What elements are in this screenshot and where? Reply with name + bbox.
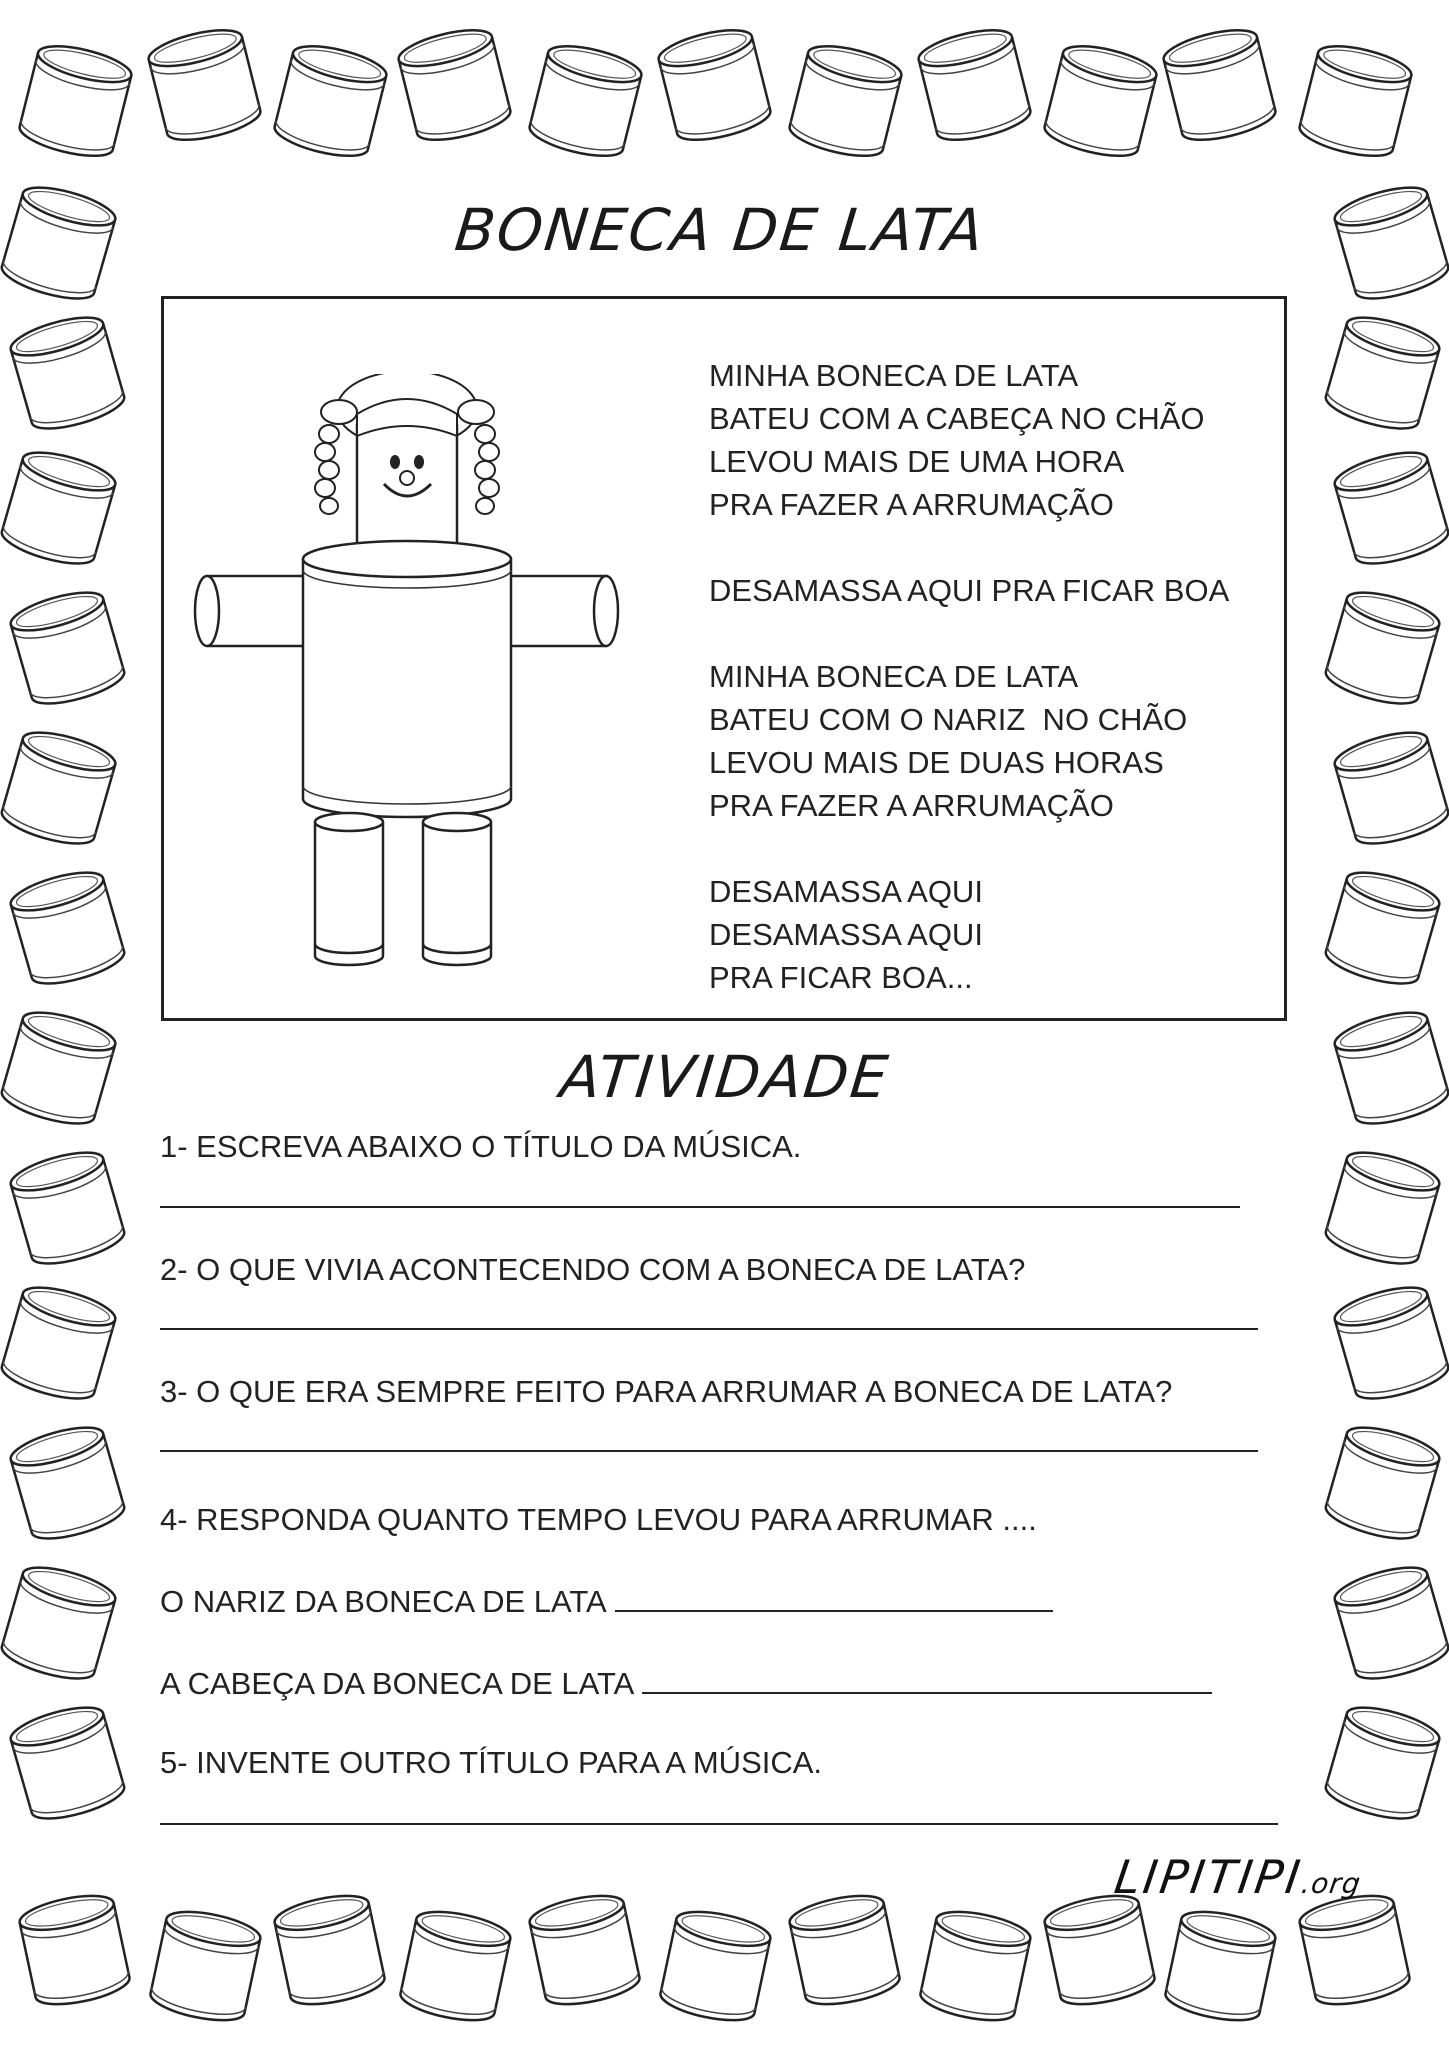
tin-can-icon	[145, 23, 263, 147]
lyric-line: LEVOU MAIS DE DUAS HORAS	[709, 745, 1164, 780]
tin-can-icon	[1331, 1280, 1449, 1406]
tin-can-icon	[0, 445, 119, 571]
tin-can-icon	[7, 310, 128, 436]
question-4b-label: A CABEÇA DA BONECA DE LATA	[160, 1666, 635, 1701]
tin-can-icon	[7, 1145, 128, 1271]
tin-can-icon	[1322, 1420, 1443, 1546]
tin-can-icon	[1322, 865, 1443, 991]
question-4: 4- RESPONDA QUANTO TEMPO LEVOU PARA ARRUMAR ....	[160, 1502, 1037, 1537]
tin-can-icon	[1331, 445, 1449, 571]
tin-can-icon	[395, 23, 513, 147]
lyric-line: PRA FAZER A ARRUMAÇÃO	[709, 487, 1114, 522]
song-box	[161, 296, 1287, 1021]
tin-can-icon	[1163, 1905, 1279, 2027]
lyric-line: LEVOU MAIS DE UMA HORA	[709, 444, 1125, 479]
answer-line-5[interactable]	[160, 1823, 1278, 1825]
tin-doll-icon	[179, 374, 719, 974]
tin-can-icon	[7, 865, 128, 991]
tin-can-icon	[918, 1905, 1034, 2027]
tin-can-icon	[1331, 1560, 1449, 1686]
tin-can-icon	[1322, 585, 1443, 711]
lyric-line: PRA FICAR BOA...	[709, 960, 973, 995]
tin-can-icon	[0, 1280, 119, 1406]
tin-can-icon	[658, 1905, 774, 2027]
tin-can-icon	[1322, 1700, 1443, 1826]
tin-can-icon	[148, 1905, 264, 2027]
question-4a-label: O NARIZ DA BONECA DE LATA	[160, 1584, 607, 1619]
answer-line-1[interactable]	[160, 1206, 1240, 1208]
answer-line-3[interactable]	[160, 1450, 1258, 1452]
lyric-line: DESAMASSA AQUI PRA FICAR BOA	[709, 573, 1230, 608]
lyric-line: BATEU COM O NARIZ NO CHÃO	[709, 702, 1188, 737]
tin-can-icon	[1331, 1005, 1449, 1131]
lyric-line: PRA FAZER A ARRUMAÇÃO	[709, 788, 1114, 823]
question-3: 3- O QUE ERA SEMPRE FEITO PARA ARRUMAR A BONECA DE LATA?	[160, 1374, 1173, 1409]
tin-can-icon	[0, 725, 119, 851]
lyric-line: MINHA BONECA DE LATA	[709, 659, 1079, 694]
question-4a	[160, 1580, 1053, 1622]
tin-can-icon	[398, 1905, 514, 2027]
tin-can-icon	[1042, 1889, 1158, 2011]
song-lyrics	[709, 354, 1279, 999]
lipitipi-logo	[1111, 1850, 1365, 1904]
question-2: 2- O QUE VIVIA ACONTECENDO COM A BONECA DE LATA?	[160, 1252, 1026, 1287]
tin-can-icon	[1296, 39, 1414, 163]
logo-suffix: .org	[1299, 1867, 1364, 1900]
tin-can-icon	[7, 1700, 128, 1826]
logo-name: LIPITIPI	[1111, 1850, 1307, 1904]
tin-can-icon	[787, 1889, 903, 2011]
tin-can-icon	[527, 1889, 643, 2011]
activity-title: ATIVIDADE	[557, 1043, 893, 1111]
tin-can-icon	[1322, 1145, 1443, 1271]
tin-can-icon	[17, 1889, 133, 2011]
tin-can-icon	[7, 585, 128, 711]
lyric-line: DESAMASSA AQUI	[709, 874, 983, 909]
tin-can-icon	[0, 1005, 119, 1131]
tin-can-icon	[7, 1420, 128, 1546]
question-4b	[160, 1662, 1212, 1704]
tin-can-icon	[0, 1560, 119, 1686]
tin-can-icon	[1297, 1889, 1413, 2011]
tin-can-icon	[1041, 39, 1159, 163]
answer-line-4a[interactable]	[615, 1580, 1053, 1612]
answer-line-2[interactable]	[160, 1328, 1258, 1330]
answer-line-4b[interactable]	[642, 1662, 1212, 1694]
tin-can-icon	[1331, 725, 1449, 851]
tin-can-icon	[1331, 180, 1449, 306]
question-5: 5- INVENTE OUTRO TÍTULO PARA A MÚSICA.	[160, 1745, 823, 1780]
tin-can-icon	[526, 39, 644, 163]
question-1: 1- ESCREVA ABAIXO O TÍTULO DA MÚSICA.	[160, 1129, 802, 1164]
tin-can-icon	[271, 39, 389, 163]
lyric-line: DESAMASSA AQUI	[709, 917, 983, 952]
tin-can-icon	[272, 1889, 388, 2011]
tin-can-icon	[1160, 23, 1278, 147]
page-title: BONECA DE LATA	[451, 196, 989, 264]
tin-can-icon	[915, 23, 1033, 147]
lyric-line: BATEU COM A CABEÇA NO CHÃO	[709, 401, 1205, 436]
tin-can-icon	[0, 180, 119, 306]
lyric-line: MINHA BONECA DE LATA	[709, 358, 1079, 393]
tin-can-icon	[655, 23, 773, 147]
tin-can-icon	[786, 39, 904, 163]
tin-can-icon	[16, 39, 134, 163]
tin-can-icon	[1322, 310, 1443, 436]
